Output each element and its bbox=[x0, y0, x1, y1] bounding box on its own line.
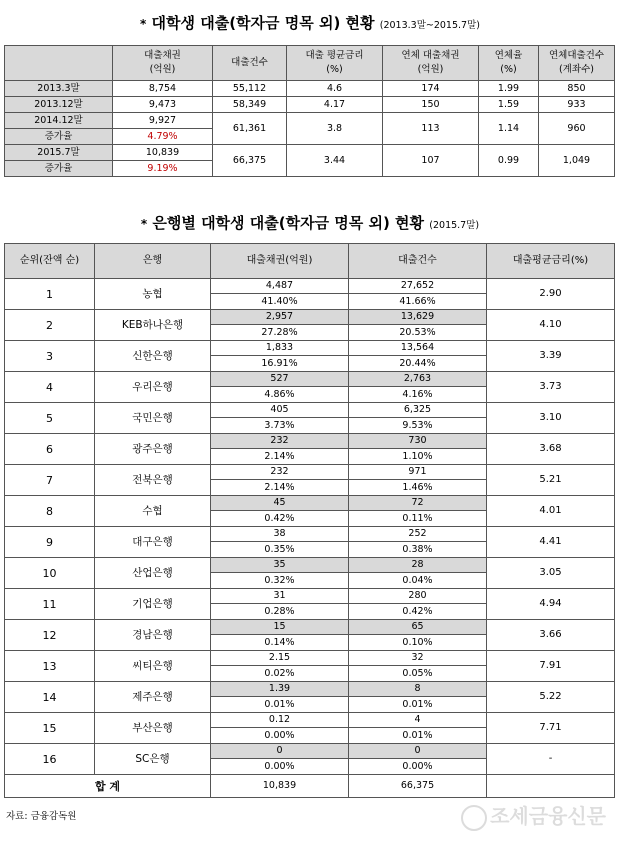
bank-count-share: 9.53% bbox=[349, 418, 487, 434]
bank-amount-share: 2.14% bbox=[211, 449, 349, 465]
summary-overdue: 107 bbox=[383, 145, 479, 177]
summary-row-label: 2015.7말 bbox=[5, 145, 113, 161]
bank-amount-share: 3.73% bbox=[211, 418, 349, 434]
bank-amount-share: 2.14% bbox=[211, 480, 349, 496]
summary-row-label: 2013.12말 bbox=[5, 97, 113, 113]
bank-amount: 0.12 bbox=[211, 713, 349, 728]
bank-name: 경남은행 bbox=[95, 620, 211, 651]
total-amount: 10,839 bbox=[211, 775, 349, 798]
bank-header-cell: 순위(잔액 순) bbox=[5, 244, 95, 279]
bank-rank: 16 bbox=[5, 744, 95, 775]
bank-amount: 0 bbox=[211, 744, 349, 759]
summary-row bbox=[5, 113, 615, 129]
bank-row bbox=[5, 279, 615, 294]
summary-header-cell: 대출채권 (억원) bbox=[113, 46, 213, 81]
summary-rate: 3.44 bbox=[287, 145, 383, 177]
bank-count-share: 0.01% bbox=[349, 697, 487, 713]
bank-header-cell: 은행 bbox=[95, 244, 211, 279]
bank-row bbox=[5, 403, 615, 418]
summary-row bbox=[5, 81, 615, 97]
summary-row bbox=[5, 97, 615, 113]
summary-header-cell: 대출건수 bbox=[213, 46, 287, 81]
bank-count: 2,763 bbox=[349, 372, 487, 387]
summary-count: 55,112 bbox=[213, 81, 287, 97]
summary-overdue-count: 1,049 bbox=[539, 145, 615, 177]
bank-row bbox=[5, 713, 615, 728]
bank-rate: 4.41 bbox=[487, 527, 615, 558]
bank-amount-share: 0.02% bbox=[211, 666, 349, 682]
bank-amount-share: 0.00% bbox=[211, 759, 349, 775]
publisher-logo-text: 조세금융신문 bbox=[490, 804, 606, 828]
bank-amount: 2,957 bbox=[211, 310, 349, 325]
bank-amount: 1.39 bbox=[211, 682, 349, 697]
bank-name: SC은행 bbox=[95, 744, 211, 775]
summary-rate: 4.17 bbox=[287, 97, 383, 113]
bank-rank: 14 bbox=[5, 682, 95, 713]
bank-amount-share: 16.91% bbox=[211, 356, 349, 372]
increase-label: 증가율 bbox=[5, 161, 113, 177]
summary-header-row bbox=[5, 46, 615, 81]
bank-amount: 527 bbox=[211, 372, 349, 387]
bank-row bbox=[5, 465, 615, 480]
source-note: 자료: 금융감독원 bbox=[6, 811, 77, 822]
summary-amount: 8,754 bbox=[113, 81, 213, 97]
bank-amount-share: 0.32% bbox=[211, 573, 349, 589]
summary-header-cell: 연체대출건수 (계좌수) bbox=[539, 46, 615, 81]
table2-title: * 은행별 대학생 대출(학자금 명목 외) 현황 (2015.7말) bbox=[140, 214, 480, 232]
bank-rank: 12 bbox=[5, 620, 95, 651]
summary-row bbox=[5, 145, 615, 161]
bank-rate: 7.91 bbox=[487, 651, 615, 682]
table1-period: (2013.3말~2015.7말) bbox=[379, 20, 480, 31]
summary-overdue: 150 bbox=[383, 97, 479, 113]
bank-amount-share: 0.14% bbox=[211, 635, 349, 651]
bank-name: KEB하나은행 bbox=[95, 310, 211, 341]
bank-amount-share: 4.86% bbox=[211, 387, 349, 403]
bank-rate: 3.68 bbox=[487, 434, 615, 465]
bank-row bbox=[5, 744, 615, 759]
bank-rate: 3.66 bbox=[487, 620, 615, 651]
bank-count-share: 0.05% bbox=[349, 666, 487, 682]
summary-overdue-rate: 0.99 bbox=[479, 145, 539, 177]
bank-row bbox=[5, 310, 615, 325]
bank-count-share: 0.38% bbox=[349, 542, 487, 558]
increase-rate: 9.19% bbox=[113, 161, 213, 177]
bank-count: 13,564 bbox=[349, 341, 487, 356]
summary-count: 61,361 bbox=[213, 113, 287, 145]
bank-rank: 1 bbox=[5, 279, 95, 310]
bank-rank: 8 bbox=[5, 496, 95, 527]
bank-count: 730 bbox=[349, 434, 487, 449]
bank-count: 0 bbox=[349, 744, 487, 759]
bank-amount-share: 0.35% bbox=[211, 542, 349, 558]
summary-header-cell bbox=[5, 46, 113, 81]
bank-rank: 4 bbox=[5, 372, 95, 403]
bank-count: 8 bbox=[349, 682, 487, 697]
summary-header-cell: 연체율 (%) bbox=[479, 46, 539, 81]
bank-rate: 4.94 bbox=[487, 589, 615, 620]
bank-rate: 3.05 bbox=[487, 558, 615, 589]
summary-overdue-rate: 1.99 bbox=[479, 81, 539, 97]
bank-amount-share: 0.00% bbox=[211, 728, 349, 744]
bank-rate: 7.71 bbox=[487, 713, 615, 744]
bank-rank: 3 bbox=[5, 341, 95, 372]
summary-header-cell: 대출 평균금리 (%) bbox=[287, 46, 383, 81]
summary-row-label: 2014.12말 bbox=[5, 113, 113, 129]
bank-count: 72 bbox=[349, 496, 487, 511]
bank-rate: 5.22 bbox=[487, 682, 615, 713]
bank-count: 27,652 bbox=[349, 279, 487, 294]
bank-rank: 15 bbox=[5, 713, 95, 744]
summary-header-cell: 연체 대출채권 (억원) bbox=[383, 46, 479, 81]
bank-row bbox=[5, 496, 615, 511]
bank-table-body bbox=[5, 279, 615, 775]
bank-count-share: 0.10% bbox=[349, 635, 487, 651]
bank-name: 전북은행 bbox=[95, 465, 211, 496]
bank-rate: - bbox=[487, 744, 615, 775]
publisher-logo bbox=[461, 800, 606, 831]
bank-row bbox=[5, 434, 615, 449]
bank-count-share: 4.16% bbox=[349, 387, 487, 403]
bank-rank: 5 bbox=[5, 403, 95, 434]
bank-name: 산업은행 bbox=[95, 558, 211, 589]
bank-amount-share: 0.28% bbox=[211, 604, 349, 620]
table2-period: (2015.7말) bbox=[429, 220, 480, 231]
bank-count-share: 20.53% bbox=[349, 325, 487, 341]
summary-overdue: 174 bbox=[383, 81, 479, 97]
bank-amount: 2.15 bbox=[211, 651, 349, 666]
bank-name: 우리은행 bbox=[95, 372, 211, 403]
total-label: 합 계 bbox=[5, 775, 211, 798]
bank-amount: 232 bbox=[211, 434, 349, 449]
summary-count: 58,349 bbox=[213, 97, 287, 113]
bank-row bbox=[5, 558, 615, 573]
bank-count: 13,629 bbox=[349, 310, 487, 325]
bank-header-cell: 대출건수 bbox=[349, 244, 487, 279]
bank-row bbox=[5, 651, 615, 666]
bank-row bbox=[5, 372, 615, 387]
bank-count: 32 bbox=[349, 651, 487, 666]
bank-count-share: 20.44% bbox=[349, 356, 487, 372]
bank-total-row bbox=[5, 775, 615, 798]
bank-count: 6,325 bbox=[349, 403, 487, 418]
table2-title-text: 은행별 대학생 대출(학자금 명목 외) 현황 bbox=[152, 214, 425, 232]
bank-rank: 11 bbox=[5, 589, 95, 620]
bank-name: 농협 bbox=[95, 279, 211, 310]
table1-title: * 대학생 대출(학자금 명목 외) 현황 (2013.3말~2015.7말) bbox=[140, 14, 480, 32]
bank-amount-share: 27.28% bbox=[211, 325, 349, 341]
bank-count-share: 0.00% bbox=[349, 759, 487, 775]
bank-count: 280 bbox=[349, 589, 487, 604]
bank-table bbox=[4, 243, 615, 798]
bank-rank: 10 bbox=[5, 558, 95, 589]
bank-header-cell: 대출평균금리(%) bbox=[487, 244, 615, 279]
bank-count-share: 0.04% bbox=[349, 573, 487, 589]
bank-rate: 3.39 bbox=[487, 341, 615, 372]
bank-rank: 13 bbox=[5, 651, 95, 682]
table1-title-text: 대학생 대출(학자금 명목 외) 현황 bbox=[151, 14, 375, 32]
bank-name: 대구은행 bbox=[95, 527, 211, 558]
bank-name: 광주은행 bbox=[95, 434, 211, 465]
summary-rate: 3.8 bbox=[287, 113, 383, 145]
bank-count: 252 bbox=[349, 527, 487, 542]
summary-overdue-rate: 1.59 bbox=[479, 97, 539, 113]
summary-amount: 9,473 bbox=[113, 97, 213, 113]
bank-amount: 405 bbox=[211, 403, 349, 418]
bank-row bbox=[5, 620, 615, 635]
bank-count-share: 0.11% bbox=[349, 511, 487, 527]
summary-amount: 9,927 bbox=[113, 113, 213, 129]
bank-name: 씨티은행 bbox=[95, 651, 211, 682]
bank-header-row bbox=[5, 244, 615, 279]
bank-amount: 15 bbox=[211, 620, 349, 635]
bank-amount: 1,833 bbox=[211, 341, 349, 356]
bank-amount-share: 0.42% bbox=[211, 511, 349, 527]
bank-amount: 45 bbox=[211, 496, 349, 511]
increase-label: 증가율 bbox=[5, 129, 113, 145]
total-rate bbox=[487, 775, 615, 798]
bank-amount-share: 41.40% bbox=[211, 294, 349, 310]
summary-overdue: 113 bbox=[383, 113, 479, 145]
bank-header-cell: 대출채권(억원) bbox=[211, 244, 349, 279]
summary-overdue-rate: 1.14 bbox=[479, 113, 539, 145]
bank-rank: 6 bbox=[5, 434, 95, 465]
bank-name: 부산은행 bbox=[95, 713, 211, 744]
summary-row-label: 2013.3말 bbox=[5, 81, 113, 97]
bank-rate: 5.21 bbox=[487, 465, 615, 496]
bank-rate: 2.90 bbox=[487, 279, 615, 310]
bank-row bbox=[5, 341, 615, 356]
summary-rate: 4.6 bbox=[287, 81, 383, 97]
bank-row bbox=[5, 527, 615, 542]
bank-count: 28 bbox=[349, 558, 487, 573]
bank-rate: 4.10 bbox=[487, 310, 615, 341]
bank-amount: 35 bbox=[211, 558, 349, 573]
bank-amount-share: 0.01% bbox=[211, 697, 349, 713]
bank-count: 4 bbox=[349, 713, 487, 728]
bank-count: 65 bbox=[349, 620, 487, 635]
bank-name: 제주은행 bbox=[95, 682, 211, 713]
bank-name: 기업은행 bbox=[95, 589, 211, 620]
total-count: 66,375 bbox=[349, 775, 487, 798]
bank-row bbox=[5, 682, 615, 697]
bank-name: 신한은행 bbox=[95, 341, 211, 372]
bank-count-share: 1.46% bbox=[349, 480, 487, 496]
bank-count-share: 41.66% bbox=[349, 294, 487, 310]
bank-count: 971 bbox=[349, 465, 487, 480]
bank-rate: 4.01 bbox=[487, 496, 615, 527]
bank-rank: 9 bbox=[5, 527, 95, 558]
publisher-logo-icon bbox=[461, 805, 487, 831]
bank-rank: 7 bbox=[5, 465, 95, 496]
summary-overdue-count: 850 bbox=[539, 81, 615, 97]
bank-amount: 38 bbox=[211, 527, 349, 542]
bank-row bbox=[5, 589, 615, 604]
bank-rank: 2 bbox=[5, 310, 95, 341]
summary-amount: 10,839 bbox=[113, 145, 213, 161]
bank-amount: 232 bbox=[211, 465, 349, 480]
summary-table bbox=[4, 45, 615, 177]
summary-overdue-count: 933 bbox=[539, 97, 615, 113]
bank-amount: 4,487 bbox=[211, 279, 349, 294]
bank-count-share: 1.10% bbox=[349, 449, 487, 465]
bank-rate: 3.10 bbox=[487, 403, 615, 434]
increase-rate: 4.79% bbox=[113, 129, 213, 145]
bank-rate: 3.73 bbox=[487, 372, 615, 403]
summary-count: 66,375 bbox=[213, 145, 287, 177]
bank-count-share: 0.01% bbox=[349, 728, 487, 744]
bank-name: 국민은행 bbox=[95, 403, 211, 434]
bank-amount: 31 bbox=[211, 589, 349, 604]
bank-name: 수협 bbox=[95, 496, 211, 527]
summary-overdue-count: 960 bbox=[539, 113, 615, 145]
bank-count-share: 0.42% bbox=[349, 604, 487, 620]
